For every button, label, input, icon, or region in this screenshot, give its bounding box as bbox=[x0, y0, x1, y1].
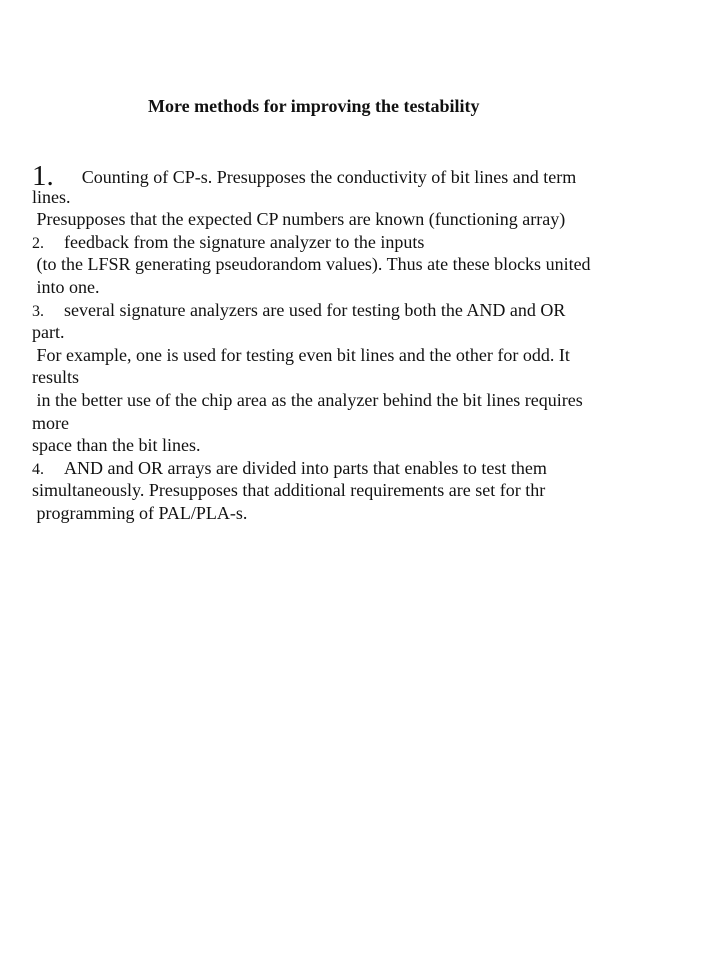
item-text: Counting of CP-s. Presupposes the conductivity of bit lines and term bbox=[81, 167, 577, 187]
item-text-continuation: space than the bit lines. bbox=[32, 435, 201, 456]
item-text-continuation: in the better use of the chip area as the analyzer behind the bit lines requires bbox=[32, 389, 583, 410]
item-text-continuation: part. bbox=[32, 322, 65, 343]
list-item-3 bbox=[32, 299, 712, 322]
item-text-continuation: simultaneously. Presupposes that additional requirements are set for thr bbox=[32, 480, 546, 501]
item-text: AND and OR arrays are divided into parts that enables to test them bbox=[64, 457, 547, 478]
item-text-continuation: results bbox=[32, 367, 79, 388]
item-text-continuation: lines. bbox=[32, 186, 71, 207]
list-item-2 bbox=[32, 231, 712, 254]
item-text-continuation: into one. bbox=[32, 276, 100, 297]
item-text-continuation: For example, one is used for testing even bit lines and the other for odd. It bbox=[32, 344, 570, 365]
item-text: several signature analyzers are used for testing both the AND and OR bbox=[64, 299, 566, 320]
item-number: 2. bbox=[32, 234, 44, 252]
item-number: 3. bbox=[32, 302, 44, 320]
item-text-continuation: (to the LFSR generating pseudorandom values). Thus ate these blocks united bbox=[32, 254, 591, 275]
item-text: feedback from the signature analyzer to the inputs bbox=[64, 231, 425, 252]
item-text-continuation: more bbox=[32, 412, 69, 433]
item-text-continuation: programming of PAL/PLA-s. bbox=[32, 502, 248, 523]
methods-list bbox=[32, 160, 712, 525]
slide-title: More methods for improving the testability bbox=[148, 96, 480, 116]
list-item-1 bbox=[32, 160, 712, 192]
item-number: 1. bbox=[32, 160, 54, 192]
list-item-4 bbox=[32, 457, 712, 480]
item-text-continuation: Presupposes that the expected CP numbers are known (functioning array) bbox=[32, 209, 566, 230]
item-number: 4. bbox=[32, 460, 44, 478]
